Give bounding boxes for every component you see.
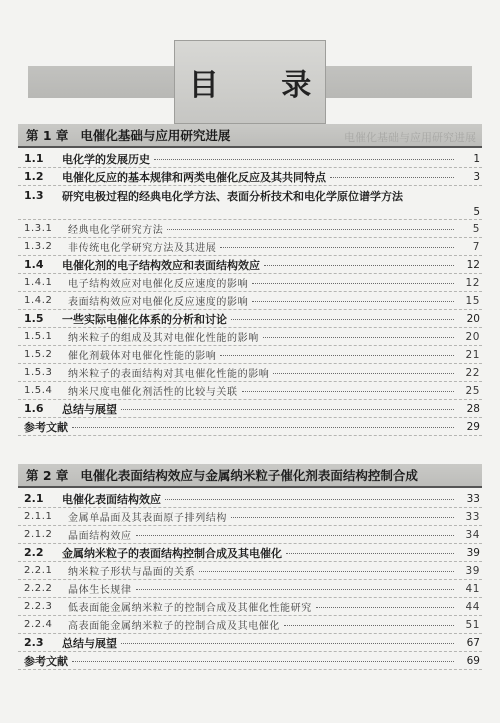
entry-page-number: 33 bbox=[465, 510, 480, 523]
entry-title: 总结与展望 bbox=[62, 402, 117, 416]
entry-page-number: 20 bbox=[465, 330, 480, 343]
entry-number: 2.2.3 bbox=[24, 601, 53, 612]
entry-page-number: 33 bbox=[466, 492, 480, 505]
toc-entry[interactable] bbox=[18, 616, 482, 634]
entry-number: 1.5.2 bbox=[24, 349, 53, 360]
entry-number: 1.4.2 bbox=[24, 295, 53, 306]
dot-leader bbox=[165, 498, 454, 500]
chapter-heading-2[interactable] bbox=[18, 464, 482, 488]
entry-title: 晶面结构效应 bbox=[68, 531, 132, 542]
entry-number: 1.3 bbox=[24, 189, 44, 202]
dot-leader bbox=[316, 606, 454, 608]
entry-number: 1.6 bbox=[24, 402, 44, 415]
toc-entry[interactable] bbox=[18, 220, 482, 238]
entry-number: 2.3 bbox=[24, 636, 44, 649]
entry-number: 1.3.2 bbox=[24, 241, 53, 252]
entry-title: 纳米粒子形状与晶面的关系 bbox=[68, 567, 196, 578]
dot-leader bbox=[167, 228, 454, 230]
entry-title: 非传统电化学研究方法及其进展 bbox=[68, 243, 217, 254]
entry-number: 2.2.4 bbox=[24, 619, 53, 630]
entry-page-number: 5 bbox=[472, 222, 480, 235]
entry-page-number: 29 bbox=[466, 420, 480, 433]
entry-title: 表面结构效应对电催化反应速度的影响 bbox=[68, 297, 249, 308]
entry-page-number: 51 bbox=[465, 618, 480, 631]
entry-page-number: 21 bbox=[465, 348, 480, 361]
toc-entry[interactable] bbox=[18, 150, 482, 168]
dot-leader bbox=[263, 336, 454, 338]
entry-page-number: 44 bbox=[465, 600, 480, 613]
dot-leader bbox=[273, 372, 454, 374]
toc-entry[interactable] bbox=[18, 346, 482, 364]
dot-leader bbox=[72, 426, 454, 428]
entry-number: 2.1.1 bbox=[24, 511, 53, 522]
entry-title: 高表面能金属纳米粒子的控制合成及其电催化 bbox=[68, 621, 280, 632]
entry-title: 电催化剂的电子结构效应和表面结构效应 bbox=[62, 258, 260, 272]
entry-title: 参考文献 bbox=[24, 420, 68, 434]
toc-entry[interactable] bbox=[18, 238, 482, 256]
entry-page-number: 12 bbox=[465, 276, 480, 289]
dot-leader bbox=[220, 354, 454, 356]
dot-leader bbox=[330, 176, 454, 178]
title-box bbox=[174, 40, 338, 124]
toc-entry[interactable] bbox=[18, 544, 482, 562]
entry-title: 参考文献 bbox=[24, 654, 68, 668]
entry-number: 1.5 bbox=[24, 312, 44, 325]
toc-entry[interactable] bbox=[18, 418, 482, 436]
toc-entry[interactable] bbox=[18, 310, 482, 328]
dot-leader bbox=[72, 660, 454, 662]
entry-number: 2.2.1 bbox=[24, 565, 53, 576]
entry-number: 2.2.2 bbox=[24, 583, 53, 594]
entry-title: 晶体生长规律 bbox=[68, 585, 132, 596]
toc-entry[interactable] bbox=[18, 580, 482, 598]
entry-number: 1.4 bbox=[24, 258, 44, 271]
entry-title: 电子结构效应对电催化反应速度的影响 bbox=[68, 279, 249, 290]
entry-page-number: 69 bbox=[466, 654, 480, 667]
entry-title: 催化剂载体对电催化性能的影响 bbox=[68, 351, 217, 362]
dot-leader bbox=[284, 624, 454, 626]
toc-entry[interactable] bbox=[18, 490, 482, 508]
toc-entry[interactable] bbox=[18, 598, 482, 616]
entry-title: 金属纳米粒子的表面结构控制合成及其电催化 bbox=[62, 546, 282, 560]
entry-title: 研究电极过程的经典电化学方法、表面分析技术和电化学原位谱学方法 bbox=[62, 190, 403, 203]
entry-title: 低表面能金属纳米粒子的控制合成及其催化性能研究 bbox=[68, 603, 312, 614]
toc-entry[interactable] bbox=[18, 400, 482, 418]
entry-page-number: 25 bbox=[465, 384, 480, 397]
dot-leader bbox=[252, 282, 454, 284]
entry-page-number: 28 bbox=[466, 402, 480, 415]
entry-number: 2.1.2 bbox=[24, 529, 53, 540]
entry-number: 1.1 bbox=[24, 152, 44, 165]
dot-leader bbox=[136, 534, 454, 536]
entry-page-number: 39 bbox=[465, 564, 480, 577]
entry-number: 1.5.1 bbox=[24, 331, 53, 342]
dot-leader bbox=[220, 246, 454, 248]
dot-leader bbox=[231, 318, 454, 320]
chapter-ghost-text: 电催化基础与应用研究进展 bbox=[344, 131, 476, 144]
chapter-1-entries bbox=[18, 150, 482, 436]
entry-page-number: 41 bbox=[465, 582, 480, 595]
chapter-label: 第 2 章 bbox=[26, 468, 69, 483]
dot-leader bbox=[121, 642, 454, 644]
toc-entry[interactable] bbox=[18, 256, 482, 274]
entry-number: 2.2 bbox=[24, 546, 44, 559]
toc-entry[interactable] bbox=[18, 382, 482, 400]
entry-page-number: 34 bbox=[465, 528, 480, 541]
toc-entry[interactable] bbox=[18, 186, 482, 220]
chapter-title: 电催化表面结构效应与金属纳米粒子催化剂表面结构控制合成 bbox=[80, 468, 418, 483]
dot-leader bbox=[199, 570, 454, 572]
toc-entry[interactable] bbox=[18, 526, 482, 544]
entry-number: 1.5.3 bbox=[24, 367, 53, 378]
entry-page-number: 1 bbox=[473, 152, 480, 165]
entry-number: 1.2 bbox=[24, 170, 44, 183]
toc-entry[interactable] bbox=[18, 274, 482, 292]
dot-leader bbox=[252, 300, 454, 302]
toc-header bbox=[0, 40, 500, 124]
entry-page-number: 22 bbox=[465, 366, 480, 379]
entry-page-number: 15 bbox=[465, 294, 480, 307]
entry-page-number: 20 bbox=[466, 312, 480, 325]
chapter-heading-1[interactable] bbox=[18, 124, 482, 148]
toc-entry[interactable] bbox=[18, 168, 482, 186]
entry-page-number: 5 bbox=[473, 206, 480, 218]
dot-leader bbox=[242, 390, 454, 392]
entry-title: 金属单晶面及其表面原子排列结构 bbox=[68, 513, 227, 524]
chapter-2-entries bbox=[18, 490, 482, 670]
chapter-title: 电催化基础与应用研究进展 bbox=[80, 128, 231, 143]
entry-title: 纳米粒子的组成及其对电催化性能的影响 bbox=[68, 333, 259, 344]
entry-page-number: 7 bbox=[472, 240, 480, 253]
entry-number: 1.5.4 bbox=[24, 385, 53, 396]
entry-number: 1.3.1 bbox=[24, 223, 53, 234]
dot-leader bbox=[121, 408, 454, 410]
toc-entry[interactable] bbox=[18, 292, 482, 310]
dot-leader bbox=[231, 516, 454, 518]
dot-leader bbox=[286, 552, 454, 554]
entry-title: 电化学的发展历史 bbox=[62, 152, 150, 166]
entry-page-number: 3 bbox=[473, 170, 480, 183]
toc-entry[interactable] bbox=[18, 508, 482, 526]
entry-title: 电催化表面结构效应 bbox=[62, 492, 161, 506]
toc-entry[interactable] bbox=[18, 634, 482, 652]
entry-title: 纳米粒子的表面结构对其电催化性能的影响 bbox=[68, 369, 270, 380]
entry-page-number: 67 bbox=[466, 636, 480, 649]
entry-number: 1.4.1 bbox=[24, 277, 53, 288]
toc-entry[interactable] bbox=[18, 364, 482, 382]
entry-title: 经典电化学研究方法 bbox=[68, 225, 164, 236]
entry-title: 纳米尺度电催化剂活性的比较与关联 bbox=[68, 387, 238, 398]
page-title: 目 录 bbox=[188, 68, 338, 103]
entry-page-number: 12 bbox=[466, 258, 480, 271]
dot-leader bbox=[136, 588, 454, 590]
toc-entry[interactable] bbox=[18, 562, 482, 580]
chapter-label: 第 1 章 bbox=[26, 128, 69, 143]
entry-title: 总结与展望 bbox=[62, 636, 117, 650]
toc-entry[interactable] bbox=[18, 652, 482, 670]
toc-entry[interactable] bbox=[18, 328, 482, 346]
entry-title: 电催化反应的基本规律和两类电催化反应及其共同特点 bbox=[62, 170, 326, 184]
entry-number: 2.1 bbox=[24, 492, 44, 505]
dot-leader bbox=[264, 264, 454, 266]
entry-page-number: 39 bbox=[466, 546, 480, 559]
dot-leader bbox=[154, 158, 454, 160]
entry-title: 一些实际电催化体系的分析和讨论 bbox=[62, 312, 227, 326]
